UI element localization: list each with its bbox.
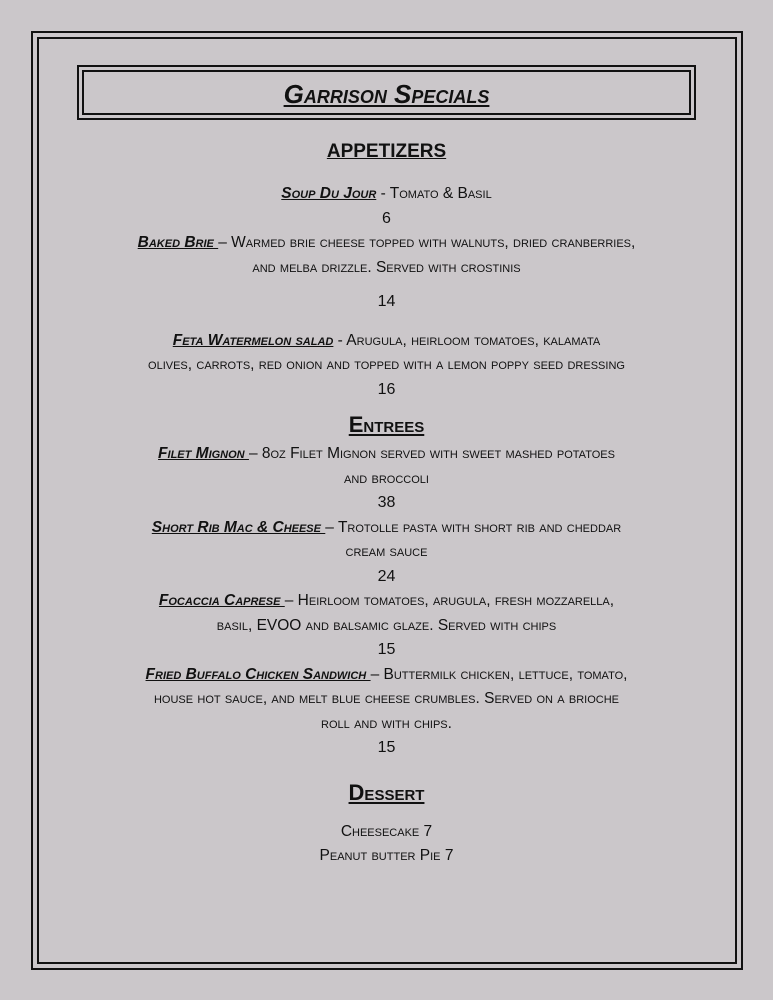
item-description: - Tomato & Basil: [376, 185, 492, 202]
menu-title: Garrison Specials: [283, 79, 490, 109]
item-description: – 8oz Filet Mignon served with sweet mashed potatoes: [248, 445, 615, 462]
item-price: 14: [377, 293, 396, 310]
item-description: cream sauce: [345, 543, 428, 560]
appetizer-item: [60, 182, 713, 207]
entree-item: [60, 663, 713, 688]
dessert-heading: Dessert: [348, 779, 425, 805]
item-description: olives, carrots, red onion and topped with a lemon poppy seed dressing: [148, 356, 625, 373]
dessert-item: Cheesecake 7: [340, 822, 433, 840]
item-price: 6: [382, 209, 391, 227]
item-price: 15: [377, 641, 396, 658]
entrees-heading: Entrees: [348, 412, 425, 437]
item-name: Focaccia Caprese: [158, 592, 285, 609]
item-price: 15: [377, 739, 396, 756]
item-name: Short Rib Mac & Cheese: [151, 518, 326, 536]
menu-content: [60, 135, 713, 869]
appetizer-item: [60, 329, 713, 354]
entree-item: [60, 589, 713, 614]
item-description: house hot sauce, and melt blue cheese crumbles. Served on a brioche: [153, 690, 620, 707]
item-description: – Warmed brie cheese topped with walnuts, dried cranberries,: [218, 234, 636, 251]
item-price: 16: [377, 380, 396, 398]
item-name: Feta Watermelon salad: [172, 331, 334, 349]
item-description: and melba drizzle. Served with crostinis: [252, 258, 521, 276]
item-name: Baked Brie: [137, 234, 219, 251]
item-description: – Heirloom tomatoes, arugula, fresh mozzarella,: [284, 592, 615, 609]
item-description: roll and with chips.: [321, 714, 452, 732]
item-description: – Buttermilk chicken, lettuce, tomato,: [370, 665, 628, 683]
item-name: Soup Du Jour: [281, 185, 377, 202]
title-frame: [77, 65, 696, 120]
item-description: – Trotolle pasta with short rib and cheddar: [325, 518, 622, 536]
item-description: and broccoli: [344, 469, 429, 487]
item-description: - Arugula, heirloom tomatoes, kalamata: [333, 331, 601, 349]
item-price: 24: [377, 567, 396, 585]
entree-item: [60, 442, 713, 467]
item-description: basil, EVOO and balsamic glaze. Served with chips: [216, 616, 557, 634]
entree-item: [60, 516, 713, 541]
item-name: Fried Buffalo Chicken Sandwich: [145, 665, 371, 683]
appetizer-item: [60, 231, 713, 256]
appetizers-heading: APPETIZERS: [326, 141, 447, 162]
dessert-item: Peanut butter Pie 7: [319, 847, 454, 864]
item-price: 38: [377, 494, 396, 511]
item-name: Filet Mignon: [158, 445, 249, 462]
